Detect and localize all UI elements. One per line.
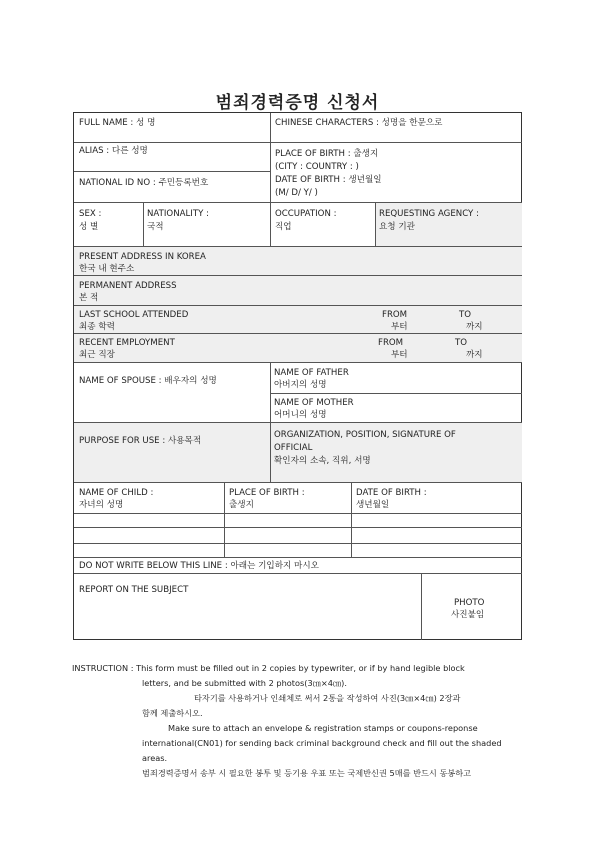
place-of-birth-label: PLACE OF BIRTH : 출생지 [275, 149, 379, 159]
nationality-label: NATIONALITY : [147, 209, 209, 219]
employment-to-label-ko: 까지 [466, 350, 483, 360]
permanent-address-label-ko: 본 적 [79, 293, 99, 303]
present-address-label: PRESENT ADDRESS IN KOREA [79, 252, 206, 262]
school-from-label: FROM [382, 310, 408, 320]
school-from-label-ko: 부터 [391, 322, 408, 332]
father-name-label: NAME OF FATHER [274, 368, 349, 378]
child-place-of-birth-label: PLACE OF BIRTH : [229, 488, 305, 498]
employment-from-label-ko: 부터 [391, 350, 408, 360]
organization-label: ORGANIZATION, POSITION, SIGNATURE OF [274, 430, 456, 440]
mother-name-label-ko: 어머니의 성명 [274, 410, 327, 420]
photo-label-ko: 사진붙임 [451, 610, 485, 620]
school-to-label-ko: 까지 [466, 322, 483, 332]
photo-label: PHOTO [454, 598, 485, 608]
do-not-write-label: DO NOT WRITE BELOW THIS LINE : 아래는 기입하지 마시오 [79, 561, 319, 571]
organization-label-2: OFFICIAL [274, 443, 313, 453]
last-school-label: LAST SCHOOL ATTENDED [79, 310, 189, 320]
alias-label: ALIAS : 다른 성명 [79, 146, 148, 156]
date-of-birth-format: (M/ D/ Y/ ) [275, 188, 318, 198]
purpose-for-use-label: PURPOSE FOR USE : 사용목적 [79, 436, 202, 446]
recent-employment-label-ko: 최근 직장 [79, 350, 115, 360]
spouse-name-label: NAME OF SPOUSE : 배우자의 성명 [79, 376, 217, 386]
requesting-agency-label: REQUESTING AGENCY : [379, 209, 479, 219]
present-address-label-ko: 한국 내 현주소 [79, 264, 135, 274]
instruction-line-4: 함께 제출하시오. [142, 708, 203, 718]
permanent-address-label: PERMANENT ADDRESS [79, 281, 177, 291]
national-id-label: NATIONAL ID NO : 주민등록번호 [79, 178, 209, 188]
report-label: REPORT ON THE SUBJECT [79, 585, 189, 595]
requesting-agency-label-ko: 요청 기관 [379, 222, 415, 232]
child-place-of-birth-label-ko: 출생지 [229, 500, 254, 510]
organization-label-ko: 확인자의 소속, 직위, 서명 [274, 456, 371, 466]
occupation-label-ko: 직업 [275, 222, 292, 232]
instruction-line-3: 타자기를 사용하거나 인쇄체로 써서 2통을 작성하여 사진(3㎝×4㎝) 2장과 [194, 693, 461, 703]
last-school-label-ko: 최종 학력 [79, 322, 115, 332]
occupation-label: OCCUPATION : [275, 209, 337, 219]
employment-to-label: TO [455, 338, 468, 348]
instruction-line-5: Make sure to attach an envelope & registration stamps or coupons-reponse [168, 723, 478, 733]
nationality-label-ko: 국적 [147, 222, 164, 232]
sex-label: SEX : [79, 209, 102, 219]
mother-name-label: NAME OF MOTHER [274, 398, 354, 408]
instruction-line-7: areas. [142, 753, 168, 763]
child-name-label: NAME OF CHILD : [79, 488, 154, 498]
instruction-line-1: INSTRUCTION : This form must be filled out in 2 copies by typewriter, or if by hand legible block [72, 663, 465, 673]
school-to-label: TO [459, 310, 472, 320]
place-of-birth-city-country: (CITY : COUNTRY : ) [275, 162, 359, 172]
child-name-label-ko: 자녀의 성명 [79, 500, 124, 510]
application-form [73, 112, 522, 640]
father-name-label-ko: 아버지의 성명 [274, 380, 327, 390]
full-name-label: FULL NAME : 성 명 [79, 118, 156, 128]
employment-from-label: FROM [378, 338, 404, 348]
instruction-line-2: letters, and be submitted with 2 photos(3㎝×4㎝). [142, 678, 347, 688]
child-date-of-birth-label-ko: 생년월일 [356, 500, 390, 510]
instruction-line-6: international(CN01) for sending back criminal background check and fill out the shaded [142, 738, 502, 748]
instruction-line-8: 범죄경력증명서 송부 시 필요한 봉투 및 등기용 우표 또는 국제반신권 5매를 반드시 동봉하고 [142, 768, 472, 778]
sex-label-ko: 성 별 [79, 222, 99, 232]
page-title: 범죄경력증명 신청서 [215, 93, 380, 113]
date-of-birth-label: DATE OF BIRTH : 생년월일 [275, 175, 382, 185]
chinese-characters-label: CHINESE CHARACTERS : 성명을 한문으로 [275, 118, 443, 128]
recent-employment-label: RECENT EMPLOYMENT [79, 338, 175, 348]
child-date-of-birth-label: DATE OF BIRTH : [356, 488, 427, 498]
